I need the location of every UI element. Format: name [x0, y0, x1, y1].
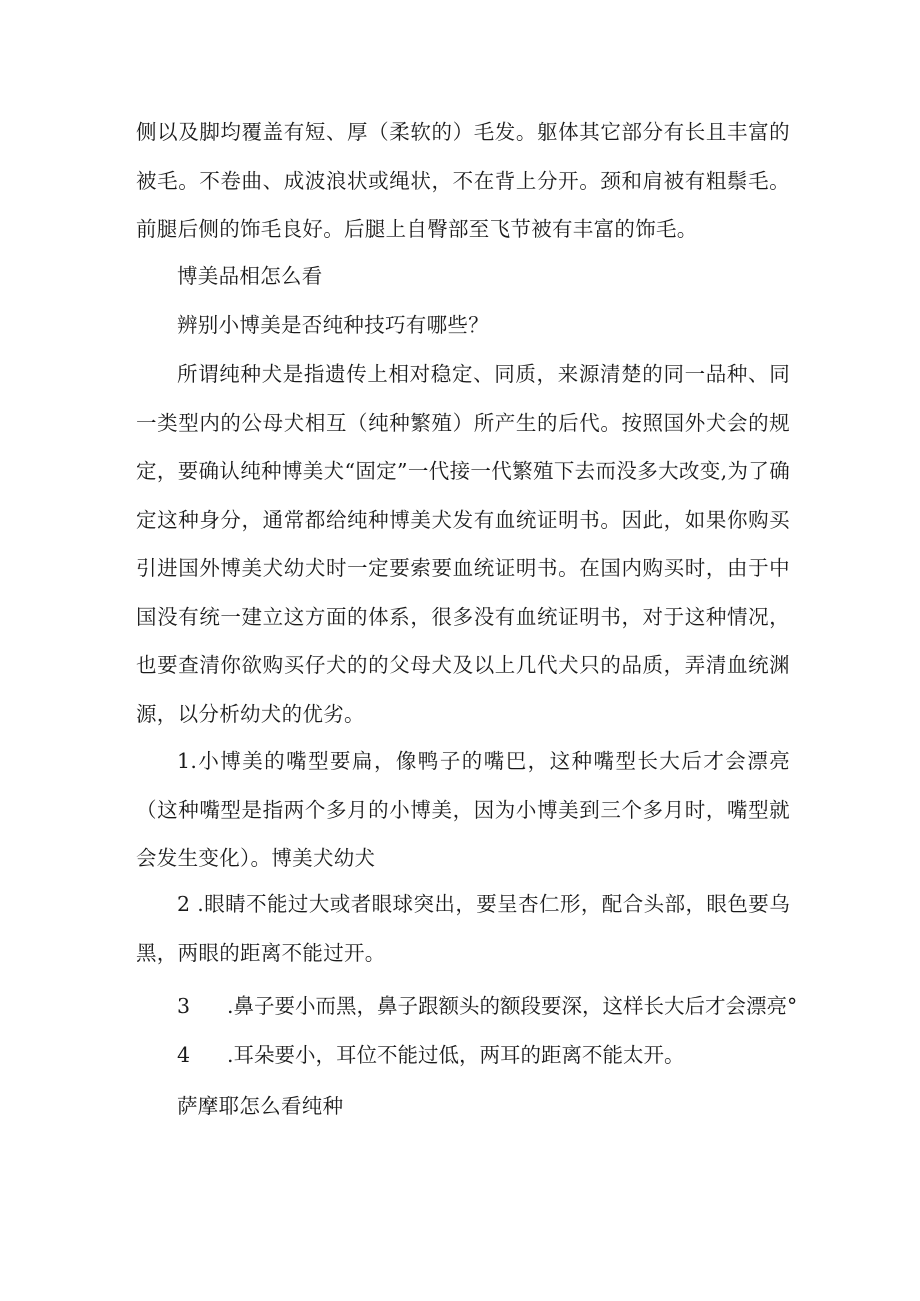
- list-item-4-number: 4: [177, 1043, 191, 1067]
- list-item-4: [177, 1031, 685, 1079]
- paragraph-coat-description: 侧以及脚均覆盖有短、厚（柔软的）毛发。躯体其它部分有长且丰富的被毛。不卷曲、成波浪状或绳状，不在背上分开。颈和肩被有粗鬃毛。前腿后侧的饰毛良好。后腿上自臀部至飞节被有丰富的饰毛。: [136, 120, 790, 241]
- heading-purebred-tips: 辨别小博美是否纯种技巧有哪些？: [177, 313, 489, 337]
- list-item-1: 1.小博美的嘴型要扁，像鸭子的嘴巴，这种嘴型长大后才会漂亮（这种嘴型是指两个多月的小博美，因为小博美到三个多月时，嘴型就会发生变化）。博美犬幼犬: [136, 749, 790, 870]
- list-item-2: 2 .眼睛不能过大或者眼球突出，要呈杏仁形，配合头部，眼色要乌黑，两眼的距离不能过开。: [136, 892, 790, 965]
- list-item-4-text: .耳朵要小，耳位不能过低，两耳的距离不能太开。: [227, 1043, 685, 1067]
- heading-pomeranian-appearance: 博美品相怎么看: [177, 264, 323, 288]
- list-item-3: [177, 982, 797, 1030]
- list-item-3-text: .鼻子要小而黑，鼻子跟额头的额段要深，这样长大后才会漂亮°: [227, 994, 798, 1018]
- paragraph-purebred-definition: 所谓纯种犬是指遗传上相对稳定、同质，来源清楚的同一品种、同一类型内的公母犬相互（纯种繁殖）所产生的后代。按照国外犬会的规定，要确认纯种博美犬“固定”一代接一代繁殖下去而没多大改变,为了确定这种身分，通常都给纯种博美犬发有血统证明书。因此，如果你购买引进国外博美犬幼犬时一定要索要血统证明书。在国内购买时，由于中国没有统一建立这方面的体系，很多没有血统证明书，对于这种情况，也要查清你欲购买仔犬的的父母犬及以上几代犬只的品质，弄清血统渊源，以分析幼犬的优劣。: [136, 362, 790, 726]
- list-item-3-number: 3: [177, 994, 191, 1018]
- heading-samoyed: 萨摩耶怎么看纯种: [177, 1094, 344, 1118]
